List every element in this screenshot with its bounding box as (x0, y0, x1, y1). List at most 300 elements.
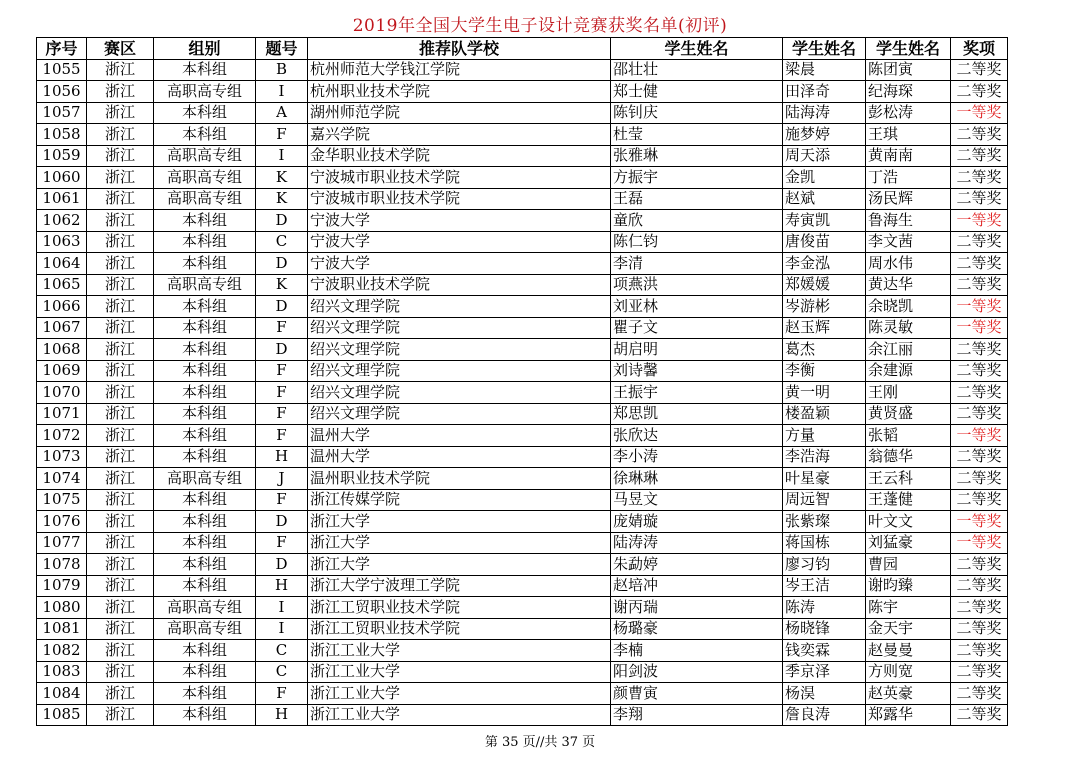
cell-region: 浙江 (87, 446, 154, 468)
cell-problem: D (256, 210, 308, 232)
cell-student-1: 王振宇 (611, 382, 783, 404)
cell-student-2: 陆海涛 (783, 102, 866, 124)
cell-group: 本科组 (154, 253, 256, 275)
cell-index: 1070 (37, 382, 87, 404)
cell-index: 1058 (37, 124, 87, 146)
col-header-student-3: 学生姓名 (866, 38, 951, 60)
cell-school: 浙江工贸职业技术学院 (308, 597, 611, 619)
cell-student-3: 王云科 (866, 468, 951, 490)
cell-student-1: 朱勐婷 (611, 554, 783, 576)
cell-group: 本科组 (154, 317, 256, 339)
cell-student-2: 李浩海 (783, 446, 866, 468)
cell-group: 本科组 (154, 296, 256, 318)
cell-problem: F (256, 403, 308, 425)
cell-student-2: 赵斌 (783, 188, 866, 210)
cell-school: 浙江大学 (308, 511, 611, 533)
cell-school: 绍兴文理学院 (308, 339, 611, 361)
award-table (36, 37, 1008, 726)
cell-award: 二等奖 (951, 640, 1008, 662)
cell-index: 1082 (37, 640, 87, 662)
table-row (37, 382, 1008, 404)
table-row (37, 167, 1008, 189)
cell-region: 浙江 (87, 683, 154, 705)
cell-award: 二等奖 (951, 468, 1008, 490)
cell-index: 1063 (37, 231, 87, 253)
cell-school: 嘉兴学院 (308, 124, 611, 146)
cell-student-3: 翁德华 (866, 446, 951, 468)
cell-index: 1072 (37, 425, 87, 447)
cell-problem: F (256, 124, 308, 146)
cell-student-1: 陆涛涛 (611, 532, 783, 554)
cell-award: 二等奖 (951, 59, 1008, 81)
cell-award: 二等奖 (951, 554, 1008, 576)
cell-index: 1066 (37, 296, 87, 318)
cell-index: 1067 (37, 317, 87, 339)
cell-student-2: 方量 (783, 425, 866, 447)
table-row (37, 661, 1008, 683)
cell-problem: A (256, 102, 308, 124)
cell-problem: C (256, 231, 308, 253)
cell-award: 二等奖 (951, 253, 1008, 275)
cell-school: 杭州师范大学钱江学院 (308, 59, 611, 81)
cell-group: 高职高专组 (154, 145, 256, 167)
table-row (37, 618, 1008, 640)
cell-student-2: 周远智 (783, 489, 866, 511)
cell-student-3: 黄达华 (866, 274, 951, 296)
cell-region: 浙江 (87, 253, 154, 275)
table-row (37, 468, 1008, 490)
table-row (37, 274, 1008, 296)
cell-region: 浙江 (87, 597, 154, 619)
cell-region: 浙江 (87, 188, 154, 210)
cell-award: 二等奖 (951, 382, 1008, 404)
cell-award: 一等奖 (951, 532, 1008, 554)
cell-school: 浙江工业大学 (308, 661, 611, 683)
cell-award: 二等奖 (951, 597, 1008, 619)
table-row (37, 511, 1008, 533)
cell-index: 1062 (37, 210, 87, 232)
table-row (37, 704, 1008, 726)
cell-problem: D (256, 339, 308, 361)
cell-group: 本科组 (154, 403, 256, 425)
cell-school: 浙江大学宁波理工学院 (308, 575, 611, 597)
cell-student-2: 黄一明 (783, 382, 866, 404)
cell-student-3: 叶文文 (866, 511, 951, 533)
cell-student-2: 廖习钧 (783, 554, 866, 576)
table-row (37, 446, 1008, 468)
cell-index: 1081 (37, 618, 87, 640)
cell-group: 高职高专组 (154, 81, 256, 103)
cell-award: 二等奖 (951, 446, 1008, 468)
cell-region: 浙江 (87, 618, 154, 640)
cell-student-1: 项燕洪 (611, 274, 783, 296)
cell-problem: I (256, 81, 308, 103)
cell-index: 1061 (37, 188, 87, 210)
cell-problem: D (256, 296, 308, 318)
cell-student-3: 刘猛豪 (866, 532, 951, 554)
cell-region: 浙江 (87, 661, 154, 683)
cell-student-2: 唐俊苗 (783, 231, 866, 253)
table-row (37, 489, 1008, 511)
cell-group: 高职高专组 (154, 167, 256, 189)
cell-student-3: 王刚 (866, 382, 951, 404)
cell-student-3: 王蓬健 (866, 489, 951, 511)
table-row (37, 145, 1008, 167)
cell-student-1: 马昱文 (611, 489, 783, 511)
cell-region: 浙江 (87, 231, 154, 253)
cell-student-2: 岑王洁 (783, 575, 866, 597)
cell-problem: K (256, 188, 308, 210)
cell-student-3: 汤民辉 (866, 188, 951, 210)
cell-problem: H (256, 704, 308, 726)
cell-student-2: 杨晓锋 (783, 618, 866, 640)
cell-group: 本科组 (154, 575, 256, 597)
cell-student-3: 陈团寅 (866, 59, 951, 81)
cell-student-3: 曹园 (866, 554, 951, 576)
cell-group: 本科组 (154, 640, 256, 662)
cell-student-2: 叶星豪 (783, 468, 866, 490)
cell-school: 浙江传媒学院 (308, 489, 611, 511)
col-header-problem: 题号 (256, 38, 308, 60)
cell-region: 浙江 (87, 360, 154, 382)
cell-student-3: 谢昀臻 (866, 575, 951, 597)
table-row (37, 81, 1008, 103)
cell-student-2: 钱奕霖 (783, 640, 866, 662)
cell-student-1: 刘诗馨 (611, 360, 783, 382)
cell-index: 1078 (37, 554, 87, 576)
cell-school: 浙江工业大学 (308, 704, 611, 726)
cell-school: 绍兴文理学院 (308, 360, 611, 382)
cell-index: 1065 (37, 274, 87, 296)
cell-award: 二等奖 (951, 575, 1008, 597)
cell-region: 浙江 (87, 317, 154, 339)
cell-school: 宁波大学 (308, 253, 611, 275)
col-header-region: 赛区 (87, 38, 154, 60)
cell-student-3: 丁浩 (866, 167, 951, 189)
cell-student-3: 张韬 (866, 425, 951, 447)
col-header-index: 序号 (37, 38, 87, 60)
col-header-award: 奖项 (951, 38, 1008, 60)
cell-group: 本科组 (154, 210, 256, 232)
cell-student-2: 张紫璨 (783, 511, 866, 533)
table-row (37, 102, 1008, 124)
table-row (37, 403, 1008, 425)
cell-student-2: 杨淏 (783, 683, 866, 705)
cell-award: 一等奖 (951, 296, 1008, 318)
cell-index: 1056 (37, 81, 87, 103)
header-row (37, 38, 1008, 60)
cell-group: 高职高专组 (154, 618, 256, 640)
cell-student-3: 王琪 (866, 124, 951, 146)
cell-region: 浙江 (87, 382, 154, 404)
cell-index: 1085 (37, 704, 87, 726)
cell-school: 温州职业技术学院 (308, 468, 611, 490)
page-footer: 第 35 页//共 37 页 (484, 735, 596, 750)
cell-group: 高职高专组 (154, 468, 256, 490)
cell-student-3: 彭松涛 (866, 102, 951, 124)
col-header-student-2: 学生姓名 (783, 38, 866, 60)
cell-index: 1059 (37, 145, 87, 167)
cell-student-3: 余江丽 (866, 339, 951, 361)
cell-index: 1055 (37, 59, 87, 81)
cell-region: 浙江 (87, 339, 154, 361)
cell-index: 1076 (37, 511, 87, 533)
cell-school: 浙江工业大学 (308, 640, 611, 662)
cell-group: 本科组 (154, 704, 256, 726)
cell-student-3: 周水伟 (866, 253, 951, 275)
table-row (37, 188, 1008, 210)
cell-student-2: 陈涛 (783, 597, 866, 619)
cell-region: 浙江 (87, 59, 154, 81)
cell-region: 浙江 (87, 489, 154, 511)
cell-index: 1080 (37, 597, 87, 619)
cell-student-1: 李清 (611, 253, 783, 275)
cell-problem: C (256, 640, 308, 662)
cell-student-2: 葛杰 (783, 339, 866, 361)
cell-award: 一等奖 (951, 102, 1008, 124)
cell-region: 浙江 (87, 81, 154, 103)
cell-award: 二等奖 (951, 81, 1008, 103)
cell-group: 本科组 (154, 489, 256, 511)
cell-award: 二等奖 (951, 231, 1008, 253)
cell-student-2: 周天添 (783, 145, 866, 167)
cell-student-3: 金天宇 (866, 618, 951, 640)
cell-student-2: 施梦婷 (783, 124, 866, 146)
cell-student-3: 鲁海生 (866, 210, 951, 232)
cell-student-2: 蒋国栋 (783, 532, 866, 554)
cell-problem: F (256, 360, 308, 382)
cell-problem: I (256, 597, 308, 619)
cell-award: 二等奖 (951, 124, 1008, 146)
cell-award: 二等奖 (951, 274, 1008, 296)
cell-school: 浙江大学 (308, 532, 611, 554)
cell-student-2: 詹良涛 (783, 704, 866, 726)
cell-region: 浙江 (87, 274, 154, 296)
cell-problem: F (256, 489, 308, 511)
cell-student-1: 郑思凯 (611, 403, 783, 425)
cell-region: 浙江 (87, 145, 154, 167)
cell-school: 温州大学 (308, 425, 611, 447)
table-row (37, 532, 1008, 554)
cell-index: 1084 (37, 683, 87, 705)
cell-school: 温州大学 (308, 446, 611, 468)
cell-award: 二等奖 (951, 339, 1008, 361)
cell-school: 绍兴文理学院 (308, 317, 611, 339)
cell-student-1: 胡启明 (611, 339, 783, 361)
cell-school: 浙江大学 (308, 554, 611, 576)
cell-student-1: 李翔 (611, 704, 783, 726)
cell-problem: D (256, 511, 308, 533)
cell-award: 二等奖 (951, 360, 1008, 382)
table-row (37, 597, 1008, 619)
cell-group: 本科组 (154, 446, 256, 468)
cell-problem: K (256, 274, 308, 296)
cell-student-2: 田泽奇 (783, 81, 866, 103)
cell-student-3: 黄贤盛 (866, 403, 951, 425)
table-row (37, 317, 1008, 339)
cell-problem: B (256, 59, 308, 81)
cell-student-2: 岑游彬 (783, 296, 866, 318)
cell-region: 浙江 (87, 468, 154, 490)
cell-problem: J (256, 468, 308, 490)
cell-region: 浙江 (87, 554, 154, 576)
cell-student-1: 庞婧璇 (611, 511, 783, 533)
cell-region: 浙江 (87, 425, 154, 447)
cell-student-3: 黄南南 (866, 145, 951, 167)
cell-problem: D (256, 253, 308, 275)
cell-region: 浙江 (87, 167, 154, 189)
cell-index: 1075 (37, 489, 87, 511)
cell-region: 浙江 (87, 511, 154, 533)
cell-award: 一等奖 (951, 210, 1008, 232)
cell-region: 浙江 (87, 124, 154, 146)
cell-student-3: 余晓凯 (866, 296, 951, 318)
cell-student-1: 瞿子文 (611, 317, 783, 339)
cell-group: 本科组 (154, 102, 256, 124)
cell-student-1: 杨璐豪 (611, 618, 783, 640)
cell-group: 本科组 (154, 382, 256, 404)
table-row (37, 231, 1008, 253)
cell-group: 高职高专组 (154, 274, 256, 296)
cell-student-2: 金凯 (783, 167, 866, 189)
table-row (37, 59, 1008, 81)
cell-student-2: 寿寅凯 (783, 210, 866, 232)
cell-student-3: 李文茜 (866, 231, 951, 253)
cell-problem: D (256, 554, 308, 576)
cell-region: 浙江 (87, 210, 154, 232)
cell-student-1: 赵培冲 (611, 575, 783, 597)
cell-problem: F (256, 382, 308, 404)
cell-region: 浙江 (87, 403, 154, 425)
table-row (37, 210, 1008, 232)
cell-student-1: 李楠 (611, 640, 783, 662)
col-header-group: 组别 (154, 38, 256, 60)
cell-group: 本科组 (154, 532, 256, 554)
cell-student-2: 李金泓 (783, 253, 866, 275)
cell-student-1: 李小涛 (611, 446, 783, 468)
cell-problem: F (256, 532, 308, 554)
cell-school: 绍兴文理学院 (308, 296, 611, 318)
cell-problem: C (256, 661, 308, 683)
cell-problem: F (256, 317, 308, 339)
cell-index: 1074 (37, 468, 87, 490)
table-row (37, 360, 1008, 382)
cell-student-3: 赵曼曼 (866, 640, 951, 662)
cell-group: 本科组 (154, 661, 256, 683)
cell-student-1: 童欣 (611, 210, 783, 232)
cell-region: 浙江 (87, 296, 154, 318)
cell-region: 浙江 (87, 640, 154, 662)
cell-student-1: 陈钊庆 (611, 102, 783, 124)
cell-group: 本科组 (154, 124, 256, 146)
cell-award: 一等奖 (951, 425, 1008, 447)
cell-school: 绍兴文理学院 (308, 382, 611, 404)
cell-problem: F (256, 683, 308, 705)
table-row (37, 554, 1008, 576)
cell-student-1: 阳剑波 (611, 661, 783, 683)
cell-student-2: 季京泽 (783, 661, 866, 683)
cell-problem: I (256, 145, 308, 167)
cell-student-2: 楼盈颖 (783, 403, 866, 425)
cell-index: 1077 (37, 532, 87, 554)
cell-award: 二等奖 (951, 661, 1008, 683)
cell-award: 二等奖 (951, 618, 1008, 640)
cell-index: 1083 (37, 661, 87, 683)
cell-award: 二等奖 (951, 403, 1008, 425)
cell-student-1: 杜莹 (611, 124, 783, 146)
cell-problem: I (256, 618, 308, 640)
cell-award: 二等奖 (951, 704, 1008, 726)
cell-index: 1069 (37, 360, 87, 382)
cell-student-3: 赵英豪 (866, 683, 951, 705)
cell-school: 金华职业技术学院 (308, 145, 611, 167)
cell-student-1: 王磊 (611, 188, 783, 210)
cell-student-2: 梁晨 (783, 59, 866, 81)
cell-school: 湖州师范学院 (308, 102, 611, 124)
cell-school: 宁波城市职业技术学院 (308, 167, 611, 189)
cell-group: 本科组 (154, 425, 256, 447)
cell-problem: F (256, 425, 308, 447)
cell-school: 浙江工贸职业技术学院 (308, 618, 611, 640)
cell-index: 1073 (37, 446, 87, 468)
cell-group: 本科组 (154, 231, 256, 253)
cell-student-3: 余建源 (866, 360, 951, 382)
cell-problem: K (256, 167, 308, 189)
cell-student-1: 陈仁钧 (611, 231, 783, 253)
cell-school: 宁波大学 (308, 210, 611, 232)
cell-region: 浙江 (87, 575, 154, 597)
cell-group: 本科组 (154, 511, 256, 533)
cell-group: 本科组 (154, 339, 256, 361)
cell-student-2: 郑媛媛 (783, 274, 866, 296)
cell-group: 高职高专组 (154, 188, 256, 210)
table-row (37, 640, 1008, 662)
cell-award: 二等奖 (951, 145, 1008, 167)
cell-problem: H (256, 446, 308, 468)
table-row (37, 575, 1008, 597)
cell-index: 1060 (37, 167, 87, 189)
cell-award: 二等奖 (951, 683, 1008, 705)
cell-student-1: 方振宇 (611, 167, 783, 189)
cell-award: 二等奖 (951, 489, 1008, 511)
cell-school: 浙江工业大学 (308, 683, 611, 705)
cell-region: 浙江 (87, 704, 154, 726)
col-header-school: 推荐队学校 (308, 38, 611, 60)
cell-problem: H (256, 575, 308, 597)
cell-student-3: 郑露华 (866, 704, 951, 726)
cell-award: 二等奖 (951, 188, 1008, 210)
cell-student-1: 郑士健 (611, 81, 783, 103)
cell-award: 一等奖 (951, 317, 1008, 339)
cell-school: 宁波城市职业技术学院 (308, 188, 611, 210)
cell-index: 1068 (37, 339, 87, 361)
cell-student-1: 邵壮壮 (611, 59, 783, 81)
cell-student-3: 陈宇 (866, 597, 951, 619)
cell-school: 杭州职业技术学院 (308, 81, 611, 103)
cell-group: 本科组 (154, 683, 256, 705)
cell-group: 本科组 (154, 59, 256, 81)
table-row (37, 425, 1008, 447)
cell-school: 宁波大学 (308, 231, 611, 253)
cell-student-2: 李衡 (783, 360, 866, 382)
cell-student-2: 赵玉辉 (783, 317, 866, 339)
table-row (37, 339, 1008, 361)
cell-school: 宁波职业技术学院 (308, 274, 611, 296)
cell-student-1: 徐琳琳 (611, 468, 783, 490)
cell-student-1: 张欣达 (611, 425, 783, 447)
document-title: 2019年全国大学生电子设计竞赛获奖名单(初评) (352, 16, 728, 36)
cell-group: 本科组 (154, 360, 256, 382)
